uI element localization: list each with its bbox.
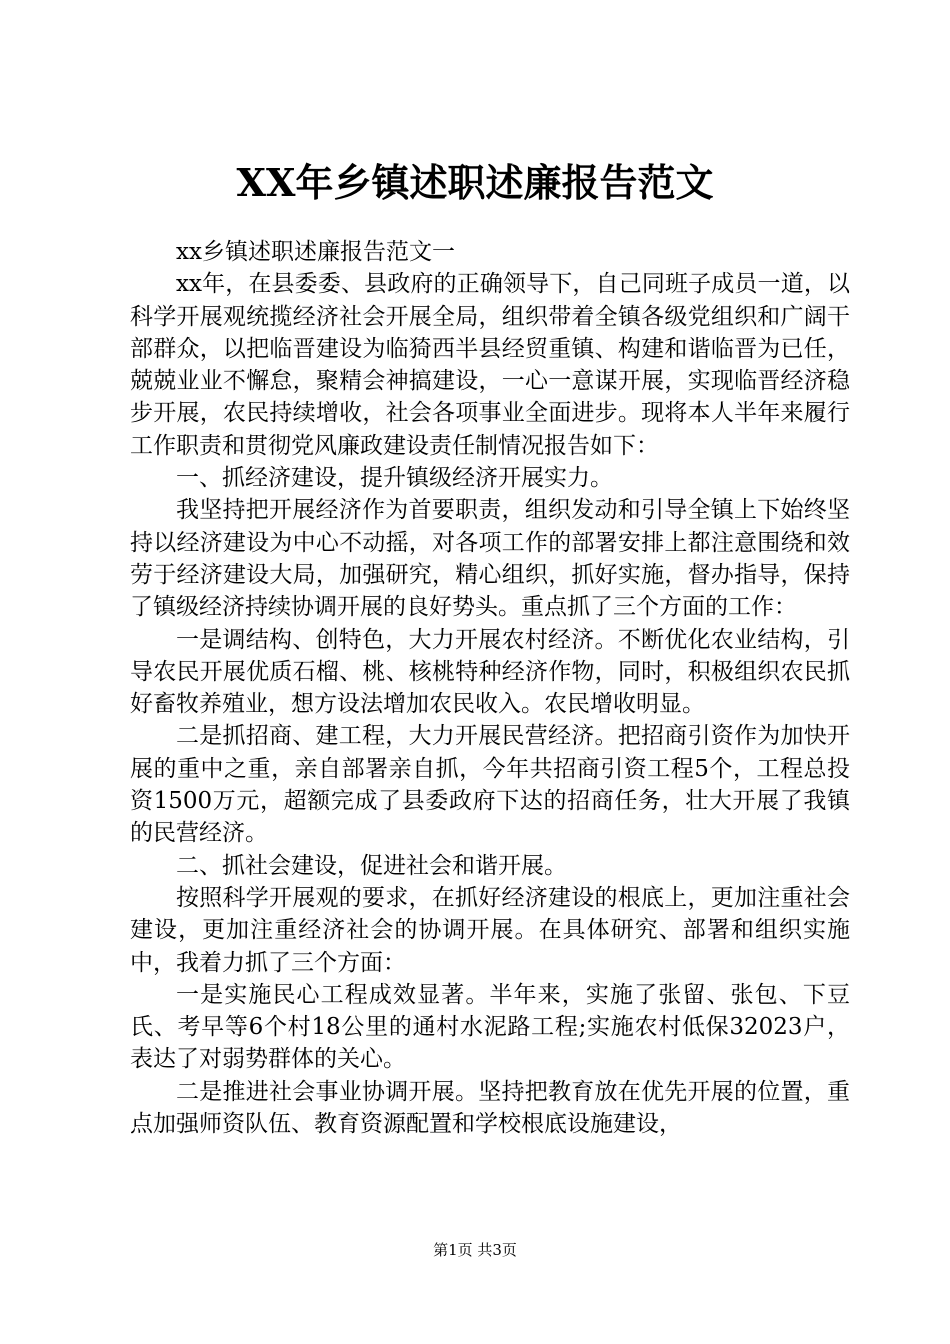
paragraph-rural-economy: 一是调结构、创特色，大力开展农村经济。不断优化农业结构，引导农民开展优质石榴、桃、核桃特种经济作物，同时，积极组织农民抓好畜牧养殖业，想方设法增加农民收入。农民增收明显。 bbox=[130, 626, 850, 718]
paragraph-subtitle: xx乡镇述职述廉报告范文一 bbox=[176, 239, 455, 265]
section-heading-society: 二、抓社会建设，促进社会和谐开展。 bbox=[176, 852, 567, 879]
paragraph-economy: 我坚持把开展经济作为首要职责，组织发动和引导全镇上下始终坚持以经济建设为中心不动摇，对各项工作的部署安排上都注意围绕和效劳于经济建设大局，加强研究，精心组织，抓好实施，督办指导，保持了镇级经济持续协调开展的良好势头。重点抓了三个方面的工作： bbox=[130, 497, 850, 621]
paragraph-livelihood: 一是实施民心工程成效显著。半年来，实施了张留、张包、下豆氏、考早等6个村18公里的通村水泥路工程;实施农村低保32023户，表达了对弱势群体的关心。 bbox=[130, 981, 850, 1073]
paragraph-social-affairs: 二是推进社会事业协调开展。坚持把教育放在优先开展的位置，重点加强师资队伍、教育资源配置和学校根底设施建设， bbox=[130, 1078, 850, 1138]
paragraph-society: 按照科学开展观的要求，在抓好经济建设的根底上，更加注重社会建设，更加注重经济社会的协调开展。在具体研究、部署和组织实施中，我着力抓了三个方面： bbox=[130, 884, 850, 976]
document-title: XX年乡镇述职述廉报告范文 bbox=[236, 160, 714, 205]
section-heading-economy: 一、抓经济建设，提升镇级经济开展实力。 bbox=[176, 465, 613, 492]
page-footer: 第1页 共3页 bbox=[433, 1241, 517, 1259]
document-body bbox=[130, 236, 850, 1140]
paragraph-intro: xx年，在县委委、县政府的正确领导下，自己同班子成员一道，以科学开展观统揽经济社会开展全局，组织带着全镇各级党组织和广阔干部群众，以把临晋建设为临猗西半县经贸重镇、构建和谐临晋为已任，兢兢业业不懈怠，聚精会神搞建设，一心一意谋开展，实现临晋经济稳步开展，农民持续增收，社会各项事业全面进步。现将本人半年来履行工作职责和贯彻党风廉政建设责任制情况报告如下： bbox=[130, 271, 850, 459]
paragraph-private-economy: 二是抓招商、建工程，大力开展民营经济。把招商引资作为加快开展的重中之重，亲自部署亲自抓，今年共招商引资工程5个，工程总投资1500万元，超额完成了县委政府下达的招商任务，壮大开展了我镇的民营经济。 bbox=[130, 723, 850, 847]
